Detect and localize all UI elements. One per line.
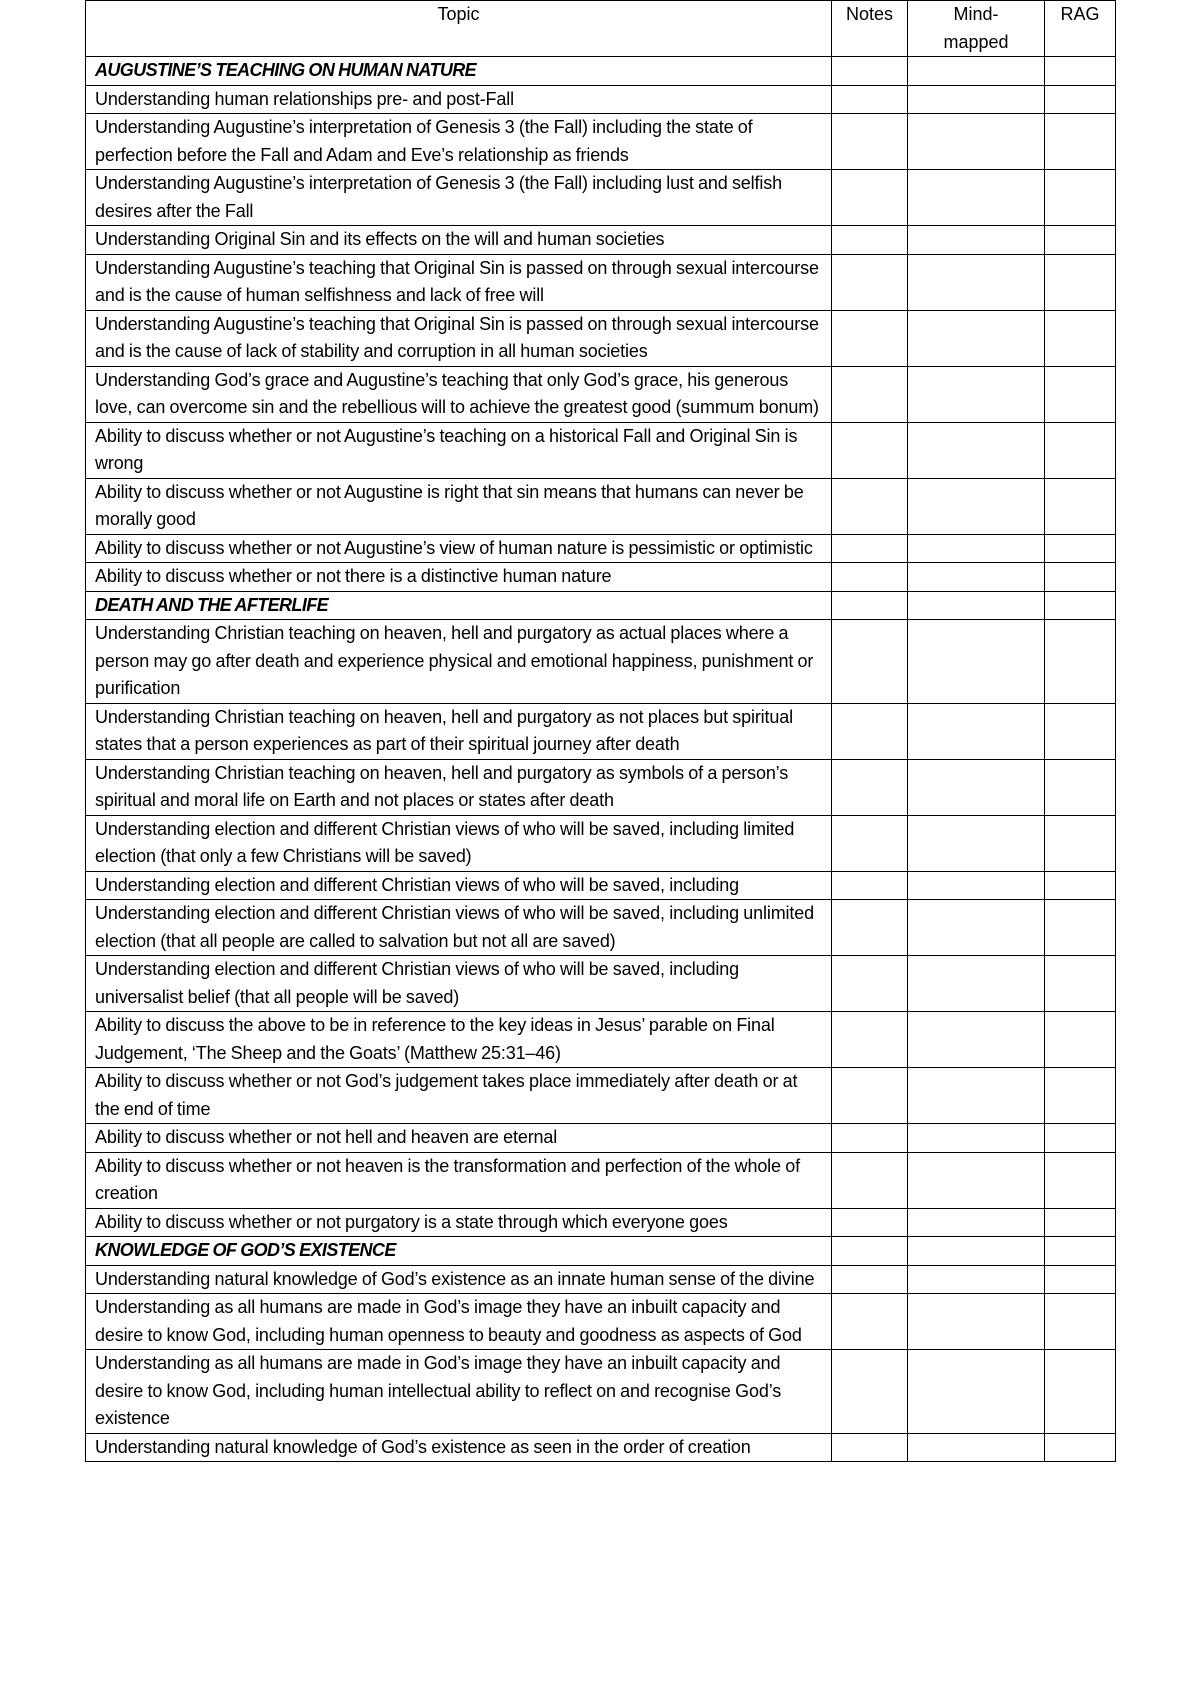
topic-cell: Ability to discuss whether or not hell and heaven are eternal <box>86 1124 832 1153</box>
topic-cell: Understanding as all humans are made in God’s image they have an inbuilt capacity and desire to know God, including human openness to beauty and goodness as aspects of God <box>86 1294 832 1350</box>
table-row <box>86 1152 1116 1208</box>
rag-cell[interactable] <box>1045 1237 1116 1266</box>
section-title: AUGUSTINE’S TEACHING ON HUMAN NATURE <box>86 57 832 86</box>
topic-cell: Understanding Christian teaching on heaven, hell and purgatory as symbols of a person’s spiritual and moral life on Earth and not places or states after death <box>86 759 832 815</box>
topic-cell: Ability to discuss the above to be in reference to the key ideas in Jesus’ parable on Final Judgement, ‘The Sheep and the Goats’ (Matthew 25:31–46) <box>86 1012 832 1068</box>
notes-cell[interactable] <box>832 900 908 956</box>
mind-mapped-cell[interactable] <box>908 422 1045 478</box>
topic-cell: Understanding God’s grace and Augustine’s teaching that only God’s grace, his generous love, can overcome sin and the rebellious will to achieve the greatest good (summum bonum) <box>86 366 832 422</box>
notes-cell[interactable] <box>832 422 908 478</box>
mind-mapped-cell[interactable] <box>908 759 1045 815</box>
table-row <box>86 478 1116 534</box>
mind-mapped-cell[interactable] <box>908 591 1045 620</box>
header-notes: Notes <box>832 1 908 57</box>
table-row <box>86 1208 1116 1237</box>
mind-mapped-cell[interactable] <box>908 310 1045 366</box>
notes-cell[interactable] <box>832 534 908 563</box>
rag-cell[interactable] <box>1045 1265 1116 1294</box>
mind-mapped-cell[interactable] <box>908 1433 1045 1462</box>
topic-cell: Understanding Augustine’s teaching that Original Sin is passed on through sexual intercourse and is the cause of lack of stability and corruption in all human societies <box>86 310 832 366</box>
topic-cell: Understanding election and different Christian views of who will be saved, including <box>86 871 832 900</box>
section-header-row <box>86 57 1116 86</box>
table-row <box>86 815 1116 871</box>
notes-cell[interactable] <box>832 1068 908 1124</box>
table-row <box>86 1350 1116 1434</box>
notes-cell[interactable] <box>832 956 908 1012</box>
rag-cell[interactable] <box>1045 703 1116 759</box>
topic-checklist-table <box>85 0 1116 1462</box>
table-row <box>86 422 1116 478</box>
mind-mapped-cell[interactable] <box>908 1294 1045 1350</box>
notes-cell[interactable] <box>832 563 908 592</box>
table-row <box>86 871 1116 900</box>
table-row <box>86 310 1116 366</box>
rag-cell[interactable] <box>1045 759 1116 815</box>
notes-cell[interactable] <box>832 366 908 422</box>
table-row <box>86 254 1116 310</box>
rag-cell[interactable] <box>1045 478 1116 534</box>
table-row <box>86 170 1116 226</box>
notes-cell[interactable] <box>832 759 908 815</box>
table-row <box>86 563 1116 592</box>
topic-cell: Understanding natural knowledge of God’s existence as seen in the order of creation <box>86 1433 832 1462</box>
mind-mapped-cell[interactable] <box>908 956 1045 1012</box>
topic-cell: Understanding election and different Christian views of who will be saved, including limited election (that only a few Christians will be saved) <box>86 815 832 871</box>
notes-cell[interactable] <box>832 871 908 900</box>
notes-cell[interactable] <box>832 591 908 620</box>
rag-cell[interactable] <box>1045 534 1116 563</box>
header-rag: RAG <box>1045 1 1116 57</box>
mind-mapped-cell[interactable] <box>908 871 1045 900</box>
section-header-row <box>86 1237 1116 1266</box>
rag-cell[interactable] <box>1045 310 1116 366</box>
mind-mapped-cell[interactable] <box>908 703 1045 759</box>
mind-mapped-cell[interactable] <box>908 900 1045 956</box>
table-row <box>86 534 1116 563</box>
topic-cell: Ability to discuss whether or not Augustine’s view of human nature is pessimistic or optimistic <box>86 534 832 563</box>
table-row <box>86 956 1116 1012</box>
topic-cell: Ability to discuss whether or not Augustine is right that sin means that humans can never be morally good <box>86 478 832 534</box>
mind-mapped-cell[interactable] <box>908 1265 1045 1294</box>
rag-cell[interactable] <box>1045 422 1116 478</box>
mind-mapped-cell[interactable] <box>908 1350 1045 1434</box>
notes-cell[interactable] <box>832 1265 908 1294</box>
rag-cell[interactable] <box>1045 114 1116 170</box>
topic-cell: Understanding Christian teaching on heaven, hell and purgatory as not places but spiritual states that a person experiences as part of their spiritual journey after death <box>86 703 832 759</box>
topic-cell: Understanding Original Sin and its effects on the will and human societies <box>86 226 832 255</box>
notes-cell[interactable] <box>832 226 908 255</box>
topic-cell: Ability to discuss whether or not purgatory is a state through which everyone goes <box>86 1208 832 1237</box>
notes-cell[interactable] <box>832 85 908 114</box>
rag-cell[interactable] <box>1045 1068 1116 1124</box>
rag-cell[interactable] <box>1045 1433 1116 1462</box>
table-row <box>86 1433 1116 1462</box>
header-topic: Topic <box>86 1 832 57</box>
notes-cell[interactable] <box>832 1350 908 1434</box>
topic-cell: Understanding election and different Christian views of who will be saved, including universalist belief (that all people will be saved) <box>86 956 832 1012</box>
topic-cell: Understanding human relationships pre- and post-Fall <box>86 85 832 114</box>
notes-cell[interactable] <box>832 1237 908 1266</box>
mind-mapped-cell[interactable] <box>908 815 1045 871</box>
mind-mapped-cell[interactable] <box>908 563 1045 592</box>
notes-cell[interactable] <box>832 815 908 871</box>
notes-cell[interactable] <box>832 1294 908 1350</box>
mind-mapped-cell[interactable] <box>908 534 1045 563</box>
notes-cell[interactable] <box>832 1152 908 1208</box>
section-header-row <box>86 591 1116 620</box>
topic-cell: Understanding Augustine’s teaching that Original Sin is passed on through sexual intercourse and is the cause of human selfishness and lack of free will <box>86 254 832 310</box>
mind-mapped-cell[interactable] <box>908 170 1045 226</box>
notes-cell[interactable] <box>832 170 908 226</box>
table-row <box>86 759 1116 815</box>
table-header-row <box>86 1 1116 57</box>
rag-cell[interactable] <box>1045 170 1116 226</box>
mind-mapped-cell[interactable] <box>908 1208 1045 1237</box>
notes-cell[interactable] <box>832 703 908 759</box>
table-row <box>86 114 1116 170</box>
table-row <box>86 226 1116 255</box>
rag-cell[interactable] <box>1045 1124 1116 1153</box>
mind-mapped-cell[interactable] <box>908 114 1045 170</box>
topic-cell: Ability to discuss whether or not God’s judgement takes place immediately after death or at the end of time <box>86 1068 832 1124</box>
table-row <box>86 1012 1116 1068</box>
rag-cell[interactable] <box>1045 1152 1116 1208</box>
mind-mapped-cell[interactable] <box>908 1124 1045 1153</box>
notes-cell[interactable] <box>832 310 908 366</box>
section-title: DEATH AND THE AFTERLIFE <box>86 591 832 620</box>
table-row <box>86 1124 1116 1153</box>
notes-cell[interactable] <box>832 57 908 86</box>
rag-cell[interactable] <box>1045 1012 1116 1068</box>
checklist-page <box>85 0 1115 1462</box>
topic-cell: Understanding as all humans are made in God’s image they have an inbuilt capacity and desire to know God, including human intellectual ability to reflect on and recognise God’s existence <box>86 1350 832 1434</box>
notes-cell[interactable] <box>832 114 908 170</box>
mind-mapped-cell[interactable] <box>908 226 1045 255</box>
notes-cell[interactable] <box>832 1208 908 1237</box>
table-row <box>86 620 1116 704</box>
mind-mapped-cell[interactable] <box>908 57 1045 86</box>
table-row <box>86 1265 1116 1294</box>
header-mind-mapped: Mind- mapped <box>908 1 1045 57</box>
rag-cell[interactable] <box>1045 226 1116 255</box>
topic-cell: Understanding natural knowledge of God’s existence as an innate human sense of the divine <box>86 1265 832 1294</box>
rag-cell[interactable] <box>1045 57 1116 86</box>
mind-mapped-cell[interactable] <box>908 366 1045 422</box>
mind-mapped-cell[interactable] <box>908 85 1045 114</box>
topic-cell: Understanding Augustine’s interpretation of Genesis 3 (the Fall) including the state of perfection before the Fall and Adam and Eve’s relationship as friends <box>86 114 832 170</box>
rag-cell[interactable] <box>1045 871 1116 900</box>
notes-cell[interactable] <box>832 1124 908 1153</box>
notes-cell[interactable] <box>832 254 908 310</box>
mind-mapped-cell[interactable] <box>908 1237 1045 1266</box>
rag-cell[interactable] <box>1045 620 1116 704</box>
rag-cell[interactable] <box>1045 956 1116 1012</box>
rag-cell[interactable] <box>1045 1350 1116 1434</box>
notes-cell[interactable] <box>832 1012 908 1068</box>
topic-cell: Understanding election and different Christian views of who will be saved, including unlimited election (that all people are called to salvation but not all are saved) <box>86 900 832 956</box>
rag-cell[interactable] <box>1045 254 1116 310</box>
rag-cell[interactable] <box>1045 900 1116 956</box>
rag-cell[interactable] <box>1045 366 1116 422</box>
rag-cell[interactable] <box>1045 85 1116 114</box>
topic-cell: Ability to discuss whether or not Augustine’s teaching on a historical Fall and Original Sin is wrong <box>86 422 832 478</box>
mind-mapped-cell[interactable] <box>908 478 1045 534</box>
topic-cell: Ability to discuss whether or not there is a distinctive human nature <box>86 563 832 592</box>
notes-cell[interactable] <box>832 1433 908 1462</box>
rag-cell[interactable] <box>1045 1294 1116 1350</box>
topic-cell: Understanding Augustine’s interpretation of Genesis 3 (the Fall) including lust and selfish desires after the Fall <box>86 170 832 226</box>
table-row <box>86 703 1116 759</box>
rag-cell[interactable] <box>1045 591 1116 620</box>
rag-cell[interactable] <box>1045 815 1116 871</box>
topic-cell: Ability to discuss whether or not heaven is the transformation and perfection of the whole of creation <box>86 1152 832 1208</box>
notes-cell[interactable] <box>832 620 908 704</box>
notes-cell[interactable] <box>832 478 908 534</box>
mind-mapped-cell[interactable] <box>908 1152 1045 1208</box>
section-title: KNOWLEDGE OF GOD’S EXISTENCE <box>86 1237 832 1266</box>
topic-cell: Understanding Christian teaching on heaven, hell and purgatory as actual places where a person may go after death and experience physical and emotional happiness, punishment or purification <box>86 620 832 704</box>
table-row <box>86 1294 1116 1350</box>
rag-cell[interactable] <box>1045 563 1116 592</box>
table-row <box>86 366 1116 422</box>
table-row <box>86 1068 1116 1124</box>
mind-mapped-cell[interactable] <box>908 254 1045 310</box>
mind-mapped-cell[interactable] <box>908 1068 1045 1124</box>
mind-mapped-cell[interactable] <box>908 1012 1045 1068</box>
rag-cell[interactable] <box>1045 1208 1116 1237</box>
table-row <box>86 85 1116 114</box>
mind-mapped-cell[interactable] <box>908 620 1045 704</box>
table-row <box>86 900 1116 956</box>
